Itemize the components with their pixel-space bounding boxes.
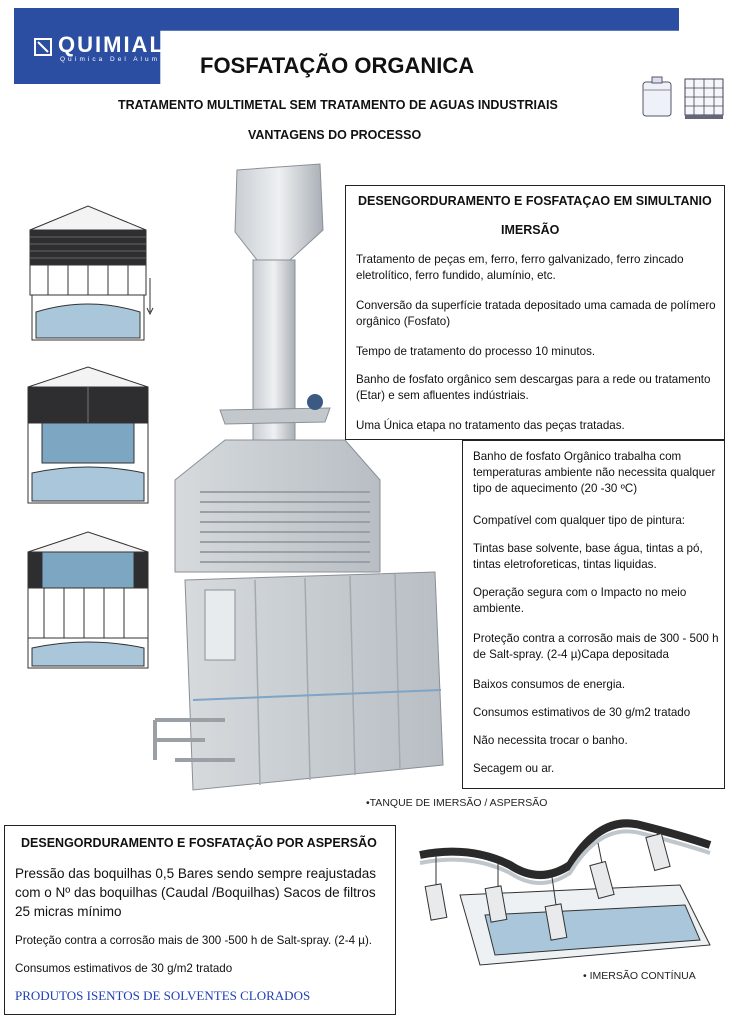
spray-pressure-text: Pressão das boquilhas 0,5 Bares sendo sempre reajustadas com o Nº das boquilhas (Caudal /Boquilhas) Sacos de filtros 25 micras mínimo xyxy=(15,866,376,919)
continuous-caption: • IMERSÃO CONTÍNUA xyxy=(583,970,696,982)
benefit-item: Baixos consumos de energia. xyxy=(473,678,626,691)
immersion-subheading: IMERSÃO xyxy=(501,223,560,237)
immersion-heading: DESENGORDURAMENTO E FOSFATAÇAO EM SIMULTANIO xyxy=(358,194,712,208)
spray-info-box xyxy=(4,825,396,1015)
ibc-container-icon xyxy=(683,76,725,120)
immersion-item: Tratamento de peças em, ferro, ferro galvanizado, ferro zincado eletrolítico, ferro fundido, alumínio, etc. xyxy=(356,253,684,282)
continuous-immersion-diagram xyxy=(410,805,725,970)
immersion-diagram-2 xyxy=(18,365,158,510)
benefits-info-box xyxy=(462,440,725,789)
benefit-item: Banho de fosfato Orgânico trabalha com temperaturas ambiente não necessita qualquer tipo de aquecimento (20 -30 ºC) xyxy=(473,450,716,495)
benefit-item: Operação segura com o Impacto no meio ambiente. xyxy=(473,586,687,615)
brand-tagline: Química Del Alumínio xyxy=(60,56,183,63)
section-title: VANTAGENS DO PROCESSO xyxy=(248,128,422,142)
spray-consumption-text: Consumos estimativos de 30 g/m2 tratado xyxy=(15,962,233,975)
benefit-item: Compatível com qualquer tipo de pintura: xyxy=(473,514,686,527)
quimial-logo-icon xyxy=(34,38,52,56)
immersion-item: Uma Única etapa no tratamento das peças tratadas. xyxy=(356,419,625,432)
spray-corrosion-text: Proteção contra a corrosão mais de 300 -500 h de Salt-spray. (2-4 µ). xyxy=(15,934,373,947)
benefit-item: Secagem ou ar. xyxy=(473,762,555,775)
benefit-item: Proteção contra a corrosão mais de 300 - 500 h de Salt-spray. (2-4 µ)Capa depositada xyxy=(473,632,719,661)
page-subtitle: TRATAMENTO MULTIMETAL SEM TRATAMENTO DE AGUAS INDUSTRIAIS xyxy=(118,98,558,112)
tank-caption: •TANQUE DE IMERSÃO / ASPERSÃO xyxy=(366,797,548,809)
spray-heading: DESENGORDURAMENTO E FOSFATAÇÃO POR ASPERSÃO xyxy=(21,836,377,850)
benefit-item: Consumos estimativos de 30 g/m2 tratado xyxy=(473,706,691,719)
immersion-item: Banho de fosfato orgânico sem descargas para a rede ou tratamento (Etar) e sem afluentes indústriais. xyxy=(356,373,711,402)
benefit-item: Não necessita trocar o banho. xyxy=(473,734,628,747)
immersion-item: Conversão da superfície tratada depositado uma camada de polímero orgânico (Fosfato) xyxy=(356,299,716,328)
brand-name: QUIMIAL xyxy=(58,32,165,57)
drum-container-icon xyxy=(640,76,674,118)
solvent-free-note: PRODUTOS ISENTOS DE SOLVENTES CLORADOS xyxy=(15,988,311,1003)
immersion-info-box xyxy=(345,185,725,440)
immersion-item: Tempo de tratamento do processo 10 minutos. xyxy=(356,345,596,358)
benefit-item: Tintas base solvente, base água, tintas a pó, tintas eletroforeticas, tintas liquidas. xyxy=(473,542,703,571)
immersion-diagram-1 xyxy=(18,200,158,350)
spray-diagram xyxy=(18,530,158,675)
page-title: FOSFATAÇÃO ORGANICA xyxy=(200,53,475,78)
